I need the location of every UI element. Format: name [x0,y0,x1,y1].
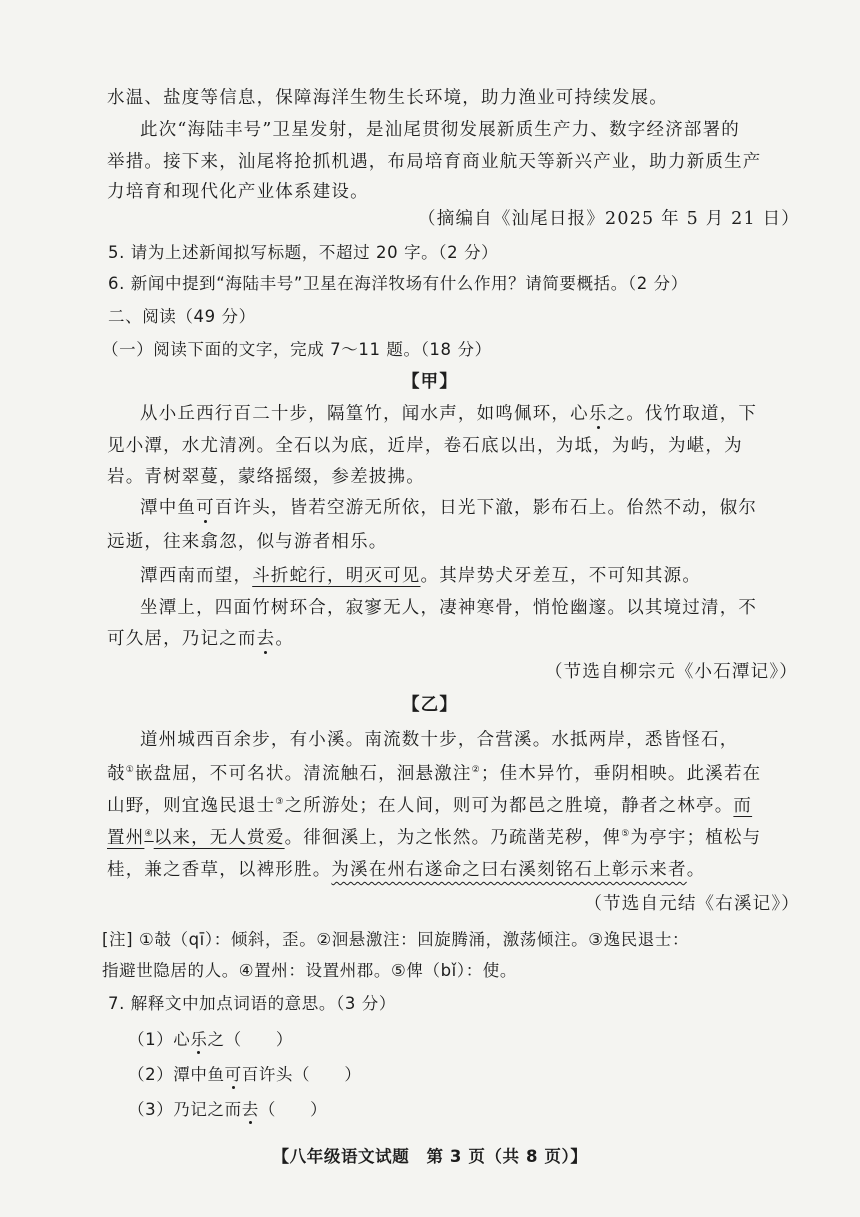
question-6: 6. 新闻中提到“海陆丰号”卫星在海洋牧场有什么作用？请简要概括。（2 分） [108,274,688,293]
dotted-word: 可 [196,498,215,518]
dotted-word: 去 [256,629,276,649]
jia-line: 见小潭，水尤清冽。全石以为底，近岸，卷石底以出，为坻，为屿，为嵁，为 [107,436,743,456]
notes-line: 指避世隐居的人。④置州：设置州郡。⑤俾（bǐ）：使。 [102,961,517,980]
yi-line: 山野，则宜逸民退士③之所游处；在人间，则可为都邑之胜境，静者之林亭。而 [107,796,753,816]
wavy-underlined-sentence: 为溪在州右遂命之曰右溪刻铭石上彰示来者 [331,860,687,880]
yi-line: 桂，兼之香草，以裨形胜。为溪在州右遂命之曰右溪刻铭石上彰示来者。 [107,860,706,880]
dotted-word: 可 [224,1065,242,1084]
news-paragraph-line: 举措。接下来，汕尾将抢抓机遇，布局培育商业航天等新兴产业，助力新质生产 [107,152,762,172]
question-7-item: （1）心乐之（ ） [128,1030,294,1049]
jia-source: （节选自柳宗元《小石潭记》） [544,662,798,682]
yi-line: 道州城西百余步，有小溪。南流数十步，合营溪。水抵两岸，悉皆怪石， [140,730,739,750]
yi-source: （节选自元结《右溪记》） [584,894,800,914]
yi-line: 攲①嵌盘屈，不可名状。清流触石，洄悬激注②；佳木异竹，垂阴相映。此溪若在 [107,764,762,784]
news-source: （摘编自《汕尾日报》2025 年 5 月 21 日） [418,209,800,229]
section-heading: 二、阅读（49 分） [108,307,256,326]
passage-jia-title: 【甲】 [401,372,459,392]
dotted-word: 乐 [190,1030,208,1049]
news-paragraph-end: 水温、盐度等信息，保障海洋生物生长环境，助力渔业可持续发展。 [107,88,668,108]
question-5: 5. 请为上述新闻拟写标题，不超过 20 字。（2 分） [108,243,499,262]
dotted-word: 去 [241,1100,259,1119]
jia-line: 潭中鱼可百许头，皆若空游无所依，日光下澈，影布石上。佁然不动，俶尔 [140,498,758,518]
jia-line: 坐潭上，四面竹树环合，寂寥无人，凄神寒骨，悄怆幽邃。以其境过清，不 [140,598,758,618]
jia-line: 岩。青树翠蔓，蒙络摇缀，参差披拂。 [107,467,425,487]
jia-line: 可久居，乃记之而去。 [107,629,295,649]
jia-line: 潭西南而望，斗折蛇行，明灭可见。其岸势犬牙差互，不可知其源。 [140,566,702,586]
question-7-item: （3）乃记之而去（ ） [128,1100,328,1119]
underlined-sentence: 斗折蛇行，明灭可见 [252,566,421,586]
underlined-sentence: 而 [733,796,753,816]
jia-line: 远逝，往来翕忽，似与游者相乐。 [107,532,388,552]
news-paragraph-line: 此次“海陆丰号”卫星发射，是汕尾贯彻发展新质生产力、数字经济部署的 [140,120,740,140]
page-footer: 【八年级语文试题 第 3 页（共 8 页）】 [272,1147,588,1166]
question-7-item: （2）潭中鱼可百许头（ ） [128,1065,362,1084]
part-heading: （一）阅读下面的文字，完成 7～11 题。（18 分） [102,340,492,359]
question-7: 7. 解释文中加点词语的意思。（3 分） [108,994,396,1013]
passage-yi-title: 【乙】 [401,695,459,715]
news-paragraph-line: 力培育和现代化产业体系建设。 [107,182,369,202]
notes-line: [注] ①攲（qī）：倾斜，歪。②洄悬激注：回旋腾涌，激荡倾注。③逸民退士： [102,930,690,949]
dotted-word: 乐 [588,404,608,424]
yi-line: 置州④以来，无人赏爱。徘徊溪上，为之怅然。乃疏凿芜秽，俾⑤为亭宇；植松与 [107,828,762,848]
jia-line: 从小丘西行百二十步，隔篁竹，闻水声，如鸣佩环，心乐之。伐竹取道，下 [140,404,758,424]
